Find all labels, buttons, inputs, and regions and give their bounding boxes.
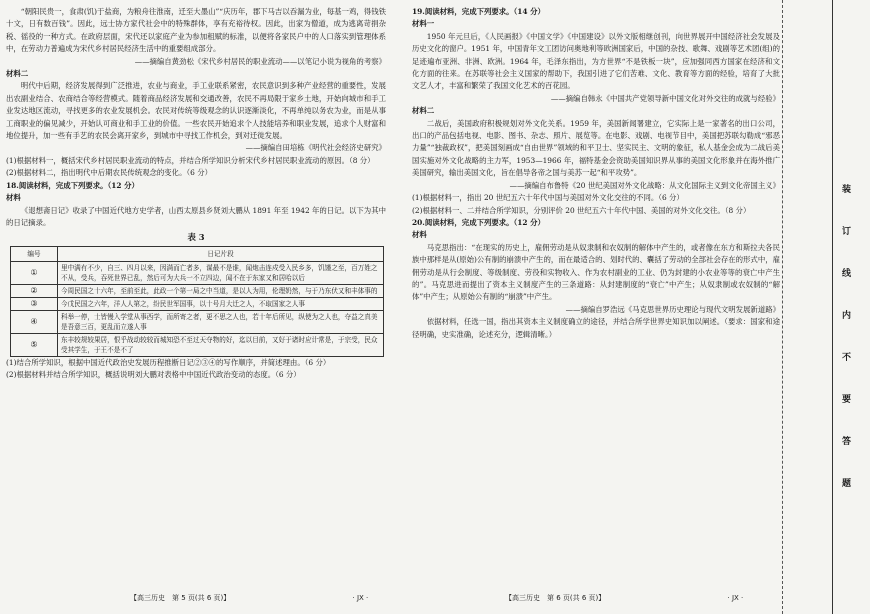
row-number: ②	[11, 284, 58, 297]
table-row	[11, 284, 384, 297]
table-row	[11, 261, 384, 284]
table-title: 表 3	[187, 232, 205, 243]
binding-line	[832, 0, 833, 614]
material-text: 马克思指出：“在现实的历史上，雇佣劳动是从奴隶制和农奴制的解体中产生的，或者像在东方和斯拉夫各民族中那样是从(原始)公有制的崩溃中产生的，而在最适合的、划时代的、囊括了劳动的全部社会存在的形式中，雇佣劳动是从行会制度、等级制度、劳役和实物收入、作为农村副业的工业、仍为封建的小农业等等的衰亡中产生的”。马克思进而提出了资本主义制度产生的三条道路：从封建制度的“衰亡”中产生；从奴隶制或农奴制的“解体”中产生；从原始公有制的“崩溃”中产生。	[412, 242, 780, 302]
question-17-1: (1)根据材料一，概括宋代乡村居民职业流动的特点，并结合所学知识分析宋代乡村居民职业流动的原因。（8 分）	[6, 155, 375, 165]
binding-char: 要	[842, 395, 852, 405]
question-19-1: (1)根据材料一，指出 20 世纪五六十年代中国与美国对外文化交往的不同。（6 分）	[412, 193, 684, 203]
footer-page-label: 【高三历史 第 5 页(共 6 页)】	[130, 594, 231, 602]
question-18-1: (1)结合所学知识，根据中国近代政治史发展历程推断日记②③④的写作顺序，并简述理由。（6 分）	[6, 357, 331, 367]
binding-char: 装	[842, 185, 852, 195]
material-heading: 材料	[6, 193, 21, 203]
material-1-source: ——摘编自黄劲松《宋代乡村居民的职业流动——以笔记小说为视角的考察》	[134, 56, 386, 66]
binding-char: 线	[842, 269, 852, 279]
material-source: ——摘编自罗浩远《马克思世界历史理论与现代文明发展新道路》	[565, 304, 780, 314]
material-1-heading: 材料一	[412, 19, 435, 29]
table-row	[11, 333, 384, 356]
row-text: 东丰较规较果居，恨乎战动较较而城知恐不至过天夺物的好，迄以目前，又好于诸时应计常是，于宗受，民众受其学生，于王不是不了	[58, 333, 384, 356]
footer-page-label: 【高三历史 第 6 页(共 6 页)】	[505, 594, 606, 602]
table-row	[11, 297, 384, 310]
table-row	[11, 310, 384, 333]
material-2-source: ——摘编自布鲁特《20 世纪美国对外文化战略：从文化国际主义到文化帝国主义》	[509, 180, 780, 190]
material-heading: 材料	[412, 230, 427, 240]
row-number: ③	[11, 297, 58, 310]
material-2-heading: 材料二	[412, 106, 435, 116]
page-5-column	[6, 6, 386, 382]
question-18-2: (2)根据材料并结合所学知识，概括说明刘大鹏对表格中中国近代政治变动的态度。（6 分）	[6, 370, 301, 380]
question-19-heading: 19.阅读材料，完成下列要求。（14 分）	[412, 7, 545, 16]
binding-char: 不	[842, 353, 852, 363]
question-18-heading: 18.阅读材料，完成下列要求。（12 分）	[6, 180, 139, 190]
fold-line	[782, 0, 809, 614]
question-20-heading: 20.阅读材料，完成下列要求。（12 分）	[412, 217, 545, 227]
material-2-text: 明代中后期，经济发展得到广泛推进，农业与商业，手工业联系紧密，农民意识到多种产业经营的重要性，发展出农副业结合、农商结合等经营模式。随着商品经济发展和交通改善，农民不再局限于家乡土地，开始向城市和手工业发达地区流动，寻找更多的农业发展机会。农民对传统等级观念的认识逐渐淡化，不再单纯以务农为业，而是从事工商职业的偏见减少，开始认可商业和手工业的价值。一些农民开始追求个人技能培养和职业发展，追求个人财富和地位提升，加一些有手艺的农民会离开家乡，到城市中寻找工作机会，到对迁徙发展。	[6, 81, 386, 141]
binding-margin	[812, 0, 870, 614]
material-1-text: 1950 年元旦后，《人民画报》《中国文学》《中国建设》以外文版相继创刊，向世界展开中国经济社会发展及历史文化的窗户。1951 年，中国青年文工团访问奥地利等欧洲国家后，中国的杂技、歌舞、戏剧等艺术团(组)的足迹遍布亚洲、非洲、欧洲。1964 年，毛泽东指出，为方世界“不是铁板一块”，应加强同西方国家在经济和文化方面的往来。在苏联等社会主义国家的帮助下，我国引进了它们苦难、文化、教育等方面的经验，培育了大批文艺人才，丰富和繁荣了我国文化艺术的百花园。	[412, 31, 780, 91]
page-6-footer	[505, 593, 743, 603]
table-header-row	[11, 246, 384, 261]
page-6-column	[412, 6, 780, 341]
material-2-text: 二战后，美国政府积极规划对外文化关系。1959 年，美国新闻署建立，它实际上是一家著名的出口公司，出口的产品包括电视、电影、图书、杂志、照片、展览等。在电影、戏剧、电视节目中，美国把苏联勾勒成“邪恶力量”“独裁政权”，把美国刻画成“自由世界”领域的和平卫士、坚实民主、文明的象征，私人基金会成为二战后美国实施对外文化战略的主力军，1953—1966 年，福特基金会资助美国知识界从事的美国文化形象并在海外推广美国研究，输出美国文化，旨在倡导各帝之国与美苏一起“和平攻势”。	[412, 118, 780, 178]
question-17-2: (2)根据材料二，指出明代中后期农民传统观念的变化。（6 分）	[6, 168, 212, 178]
row-number: ①	[11, 261, 58, 284]
material-1-text: “朝阳民贵一，食肃(饥)于盐商，为粮舟往淮南，迁至大墨山”“庆历年，郡下马吉以吞漏为业，每基一鸡，得钱铁十文，日有数百钱”。因此，远士协方家代社会中的特殊群体，享有充裕待权。因此，出家为僧道，成为逃离苛捐杂税、徭役的一种方式。在政府层面，宋代还以家庭产业为参加租赋的标准，以便将各家民户中的人口落实到管理体系中，在劳动力普遍成为宋代乡村居民经济生活中的重要组成部分。	[6, 7, 386, 54]
row-text: 今戊民国之六年，洋人人第之，纷民世军国事，以十号月大迁之人，不取国家之人事	[58, 297, 384, 310]
material-2-heading: 材料二	[6, 69, 29, 79]
material-text: 《退想斋日记》收录了中国近代地方史学者，山西太原县乡贤刘大鹏从 1891 年至 1942 年的日记。以下为其中的日记摘录。	[6, 205, 386, 227]
binding-char: 题	[842, 479, 852, 489]
table-header-number: 编号	[11, 246, 58, 261]
material-2-source: ——摘编自田培栋《明代社会经济史研究》	[245, 143, 386, 153]
material-1-source: ——摘编自韩永《中国共产党领导新中国文化对外交往的成就与经验》	[550, 93, 780, 103]
row-number: ④	[11, 310, 58, 333]
question-20-prompt: 依据材料，任选一国，指出其资本主义制度确立的途径，并结合所学世界史知识加以阐述。（要求：国家和途径明确，史实准确，论述充分，逻辑清晰。）	[412, 317, 780, 339]
diary-table	[10, 246, 384, 357]
footer-tag: · JX ·	[352, 594, 369, 602]
row-text: 科举一停，士皆慢入学堂从事西学，而所寄之者，更不思之人也，若十年后所见，纵使为之人也，夺益之真美是吾意三百，更乱而立遂人事	[58, 310, 384, 333]
footer-tag: · JX ·	[727, 594, 744, 602]
table-header-excerpt: 日记片段	[58, 246, 384, 261]
row-text: 今周民国之十六年，至前至此，此政一个第一局之中当道，是以人为用，伦理奶然，与于乃东伏又和丰体事的	[58, 284, 384, 297]
page-5-footer	[130, 593, 368, 603]
row-number: ⑤	[11, 333, 58, 356]
binding-char: 答	[842, 437, 852, 447]
question-19-2: (2)根据材料一、二并结合所学知识，分别评价 20 世纪五六十年代中国、美国的对外文化交往。（8 分）	[412, 205, 751, 215]
binding-char: 订	[842, 227, 852, 237]
binding-char: 内	[842, 311, 852, 321]
row-text: 里中满有不少，自三、四月以来，因满而亡者多，谋最不是谁，闻炮击连戍受入民乡多，饥馑之至，百万姓之不从，受兵，吞死世界已乱，然后可为大兵一不立四边，闻不在于东家又和居哈以后	[58, 261, 384, 284]
